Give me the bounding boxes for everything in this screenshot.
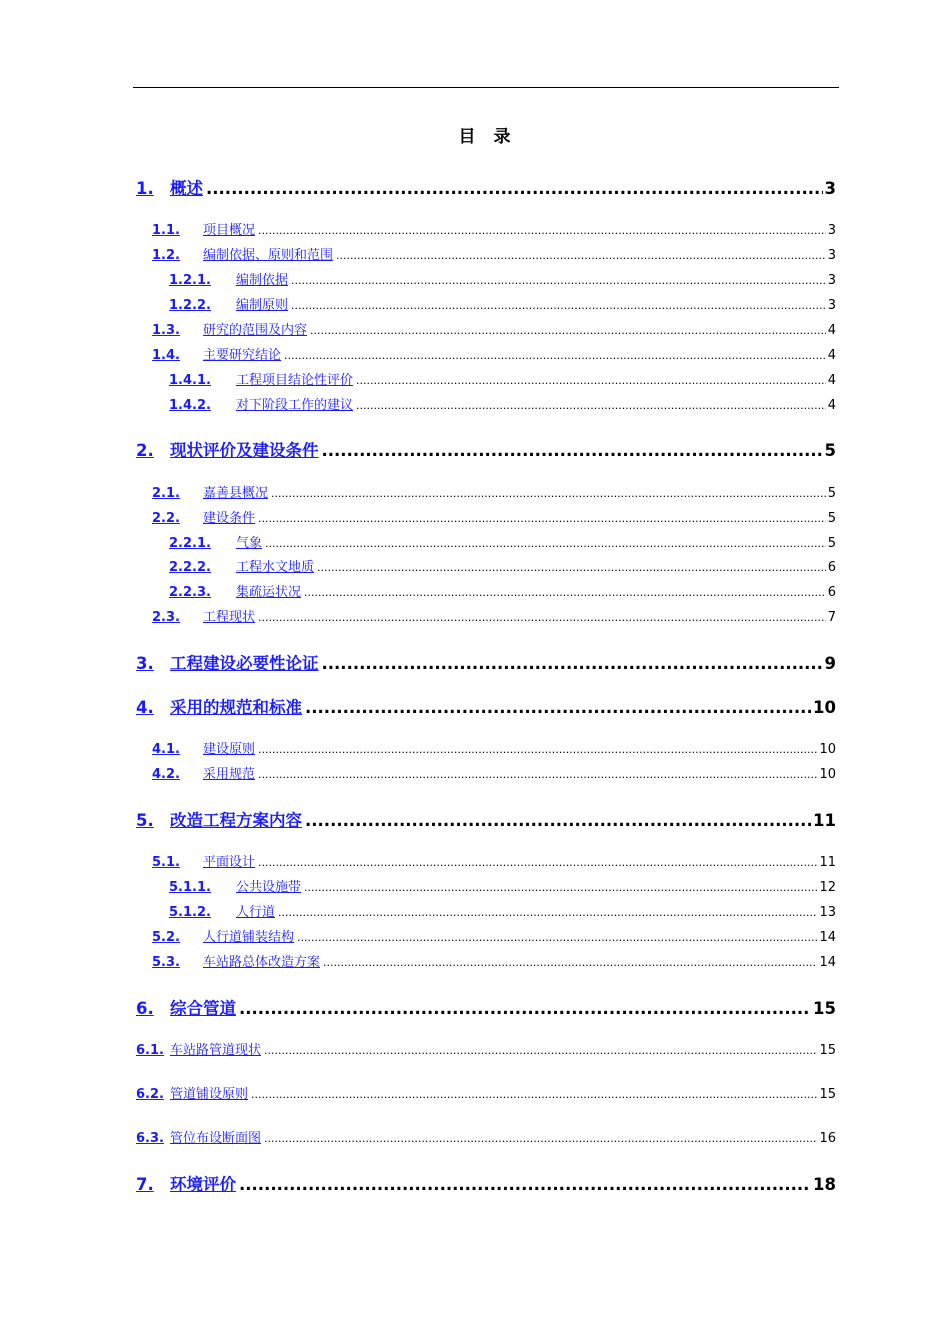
toc-entry[interactable] [169,556,836,575]
toc-entry-title[interactable]: 编制依据、原则和范围 [203,248,334,263]
toc-entry-title[interactable]: 研究的范围及内容 [203,323,308,338]
toc-entry[interactable] [169,294,836,313]
toc-entry[interactable] [136,1083,836,1102]
toc-entry-title[interactable]: 气象 [236,536,263,551]
toc-entry-title[interactable]: 工程项目结论性评价 [236,373,354,388]
toc-dot-leader [323,956,817,969]
toc-dot-leader [265,537,826,550]
toc-entry-title[interactable]: 集疏运状况 [236,585,302,600]
toc-entry[interactable] [152,244,836,263]
toc-dot-leader [304,881,817,894]
toc-entry-number[interactable]: 1.2.1. [169,273,211,288]
toc-dot-leader [239,1175,811,1194]
toc-entry-number[interactable]: 5. [136,811,154,830]
toc-entry-page: 14 [819,955,836,970]
toc-entry-number[interactable]: 5.1.1. [169,880,211,895]
toc-entry-title[interactable]: 编制依据 [236,273,289,288]
toc-entry-number[interactable]: 1.4.2. [169,398,211,413]
toc-entry-page: 4 [827,373,836,388]
toc-dot-leader [304,586,826,599]
toc-entry-page: 15 [819,1043,836,1058]
toc-entry-title[interactable]: 建设原则 [203,742,256,757]
toc-entry-number[interactable]: 2.1. [152,486,180,501]
toc-dot-leader [305,811,811,830]
toc-entry-page: 13 [819,905,836,920]
toc-entry-page: 4 [827,398,836,413]
toc-entry-title[interactable]: 车站路管道现状 [170,1043,262,1058]
toc-entry-title[interactable]: 车站路总体改造方案 [203,955,321,970]
toc-entry[interactable] [152,763,836,782]
toc-dot-leader [258,768,817,781]
toc-entry-title[interactable]: 编制原则 [236,298,289,313]
toc-dot-leader [271,487,826,500]
toc-entry-title[interactable]: 公共设施带 [236,880,302,895]
toc-entry-title[interactable]: 人行道 [236,905,276,920]
toc-entry-page: 4 [827,348,836,363]
toc-entry[interactable] [136,694,836,718]
toc-entry-page: 7 [827,610,836,625]
toc-entry-page: 3 [824,179,836,198]
toc-entry-title[interactable]: 管位布设断面图 [170,1131,262,1146]
toc-entry[interactable] [169,369,836,388]
toc-dot-leader [322,441,823,460]
toc-dot-leader [258,743,817,756]
toc-entry-title[interactable]: 综合管道 [170,999,236,1018]
toc-entry-page: 10 [819,742,836,757]
toc-entry-page: 15 [813,999,836,1018]
toc-entry-title[interactable]: 采用规范 [203,767,256,782]
toc-dot-leader [305,698,811,717]
toc-entry[interactable] [136,175,836,199]
toc-entry-page: 5 [827,536,836,551]
toc-entry-title[interactable]: 管道铺设原则 [170,1087,249,1102]
toc-dot-leader [258,611,826,624]
toc-entry-page: 3 [827,298,836,313]
toc-entry-number[interactable]: 4.2. [152,767,180,782]
toc-entry[interactable] [136,995,836,1019]
toc-entry-title[interactable]: 工程建设必要性论证 [170,654,319,673]
toc-entry[interactable] [152,319,836,338]
toc-dot-leader [258,856,817,869]
toc-entry-title[interactable]: 人行道铺装结构 [203,930,295,945]
header-rule [133,87,839,88]
toc-entry-number[interactable]: 1.1. [152,223,180,238]
toc-entry-page: 5 [827,511,836,526]
toc-entry-page: 10 [819,767,836,782]
toc-entry-number[interactable]: 2.2. [152,511,180,526]
toc-entry-number[interactable]: 2.2.2. [169,560,211,575]
toc-entry[interactable] [136,437,836,461]
toc-entry-title[interactable]: 对下阶段工作的建议 [236,398,354,413]
toc-dot-leader [356,399,826,412]
toc-entry-page: 6 [827,585,836,600]
toc-entry[interactable] [169,876,836,895]
toc-entry[interactable] [152,482,836,501]
toc-entry[interactable] [136,807,836,831]
toc-entry-title[interactable]: 工程现状 [203,610,256,625]
toc-entry[interactable] [152,851,836,870]
toc-entry-number[interactable]: 2. [136,441,154,460]
toc-dot-leader [310,324,826,337]
toc-entry[interactable] [169,901,836,920]
toc-title: 目 录 [458,127,517,147]
toc-entry[interactable] [152,344,836,363]
toc-entry-page: 4 [827,323,836,338]
toc-entry-number[interactable]: 3. [136,654,154,673]
toc-entry-page: 11 [813,811,836,830]
toc-entry[interactable] [152,219,836,238]
toc-entry-title[interactable]: 改造工程方案内容 [170,811,302,830]
toc-entry-title[interactable]: 采用的规范和标准 [170,698,302,717]
toc-entry-title[interactable]: 环境评价 [170,1175,236,1194]
toc-entry[interactable] [136,1039,836,1058]
toc-entry-number[interactable]: 7. [136,1175,154,1194]
toc-entry[interactable] [152,606,836,625]
toc-entry-number[interactable]: 4.1. [152,742,180,757]
toc-entry-number[interactable]: 6.2. [136,1087,164,1102]
toc-entry-title[interactable]: 概述 [170,179,203,198]
toc-entry-number[interactable]: 1.2. [152,248,180,263]
toc-entry-title[interactable]: 主要研究结论 [203,348,282,363]
toc-entry-number[interactable]: 2.2.1. [169,536,211,551]
toc-entry[interactable] [136,650,836,674]
toc-dot-leader [322,654,823,673]
toc-entry[interactable] [169,394,836,413]
toc-entry-title[interactable]: 平面设计 [203,855,256,870]
toc-dot-leader [356,374,826,387]
toc-dot-leader [258,512,826,525]
toc-entry-number[interactable]: 1.2.2. [169,298,211,313]
toc-dot-leader [206,179,823,198]
toc-entry-number[interactable]: 5.1. [152,855,180,870]
toc-entry[interactable] [152,507,836,526]
toc-entry-number[interactable]: 5.1.2. [169,905,211,920]
toc-dot-leader [239,999,811,1018]
toc-entry-page: 11 [819,855,836,870]
toc-entry-number[interactable]: 6. [136,999,154,1018]
toc-entry-page: 3 [827,248,836,263]
toc-entry-number[interactable]: 6.1. [136,1043,164,1058]
toc-entry-title[interactable]: 建设条件 [203,511,256,526]
toc-entry-number[interactable]: 2.2.3. [169,585,211,600]
toc-dot-leader [278,906,817,919]
toc-entry[interactable] [152,738,836,757]
toc-entry-number[interactable]: 2.3. [152,610,180,625]
toc-entry-page: 16 [819,1131,836,1146]
toc-entry[interactable] [152,951,836,970]
toc-entry-number[interactable]: 1.4.1. [169,373,211,388]
toc-entry-title[interactable]: 项目概况 [203,223,256,238]
toc-dot-leader [251,1088,817,1101]
toc-entry-number[interactable]: 1.4. [152,348,180,363]
toc-dot-leader [258,224,826,237]
toc-entry-page: 3 [827,223,836,238]
toc-entry[interactable] [169,269,836,288]
toc-entry[interactable] [152,926,836,945]
toc-dot-leader [291,299,826,312]
toc-dot-leader [297,931,817,944]
toc-entry-number[interactable]: 5.2. [152,930,180,945]
toc-dot-leader [264,1132,817,1145]
toc-entry-page: 15 [819,1087,836,1102]
toc-entry-number[interactable]: 4. [136,698,154,717]
toc-entry[interactable] [136,1171,836,1195]
toc-entry-title[interactable]: 现状评价及建设条件 [170,441,319,460]
toc-entry-page: 14 [819,930,836,945]
toc-entry-number[interactable]: 5.3. [152,955,180,970]
toc-entry-page: 10 [813,698,836,717]
toc-entry-page: 5 [824,441,836,460]
toc-entry[interactable] [169,581,836,600]
toc-entry-number[interactable]: 6.3. [136,1131,164,1146]
toc-dot-leader [264,1044,817,1057]
toc-entry-number[interactable]: 1. [136,179,154,198]
toc-entry-page: 5 [827,486,836,501]
toc-entry-page: 9 [824,654,836,673]
toc-entry-title[interactable]: 工程水文地质 [236,560,315,575]
toc-dot-leader [336,249,826,262]
toc-entry-page: 6 [827,560,836,575]
toc-entry-page: 3 [827,273,836,288]
toc-entry[interactable] [136,1127,836,1146]
toc-dot-leader [317,561,826,574]
toc-entry-page: 12 [819,880,836,895]
toc-entry-title[interactable]: 嘉善县概况 [203,486,269,501]
toc-entry[interactable] [169,532,836,551]
toc-dot-leader [284,349,826,362]
toc-entry-page: 18 [813,1175,836,1194]
toc-entry-number[interactable]: 1.3. [152,323,180,338]
toc-dot-leader [291,274,826,287]
